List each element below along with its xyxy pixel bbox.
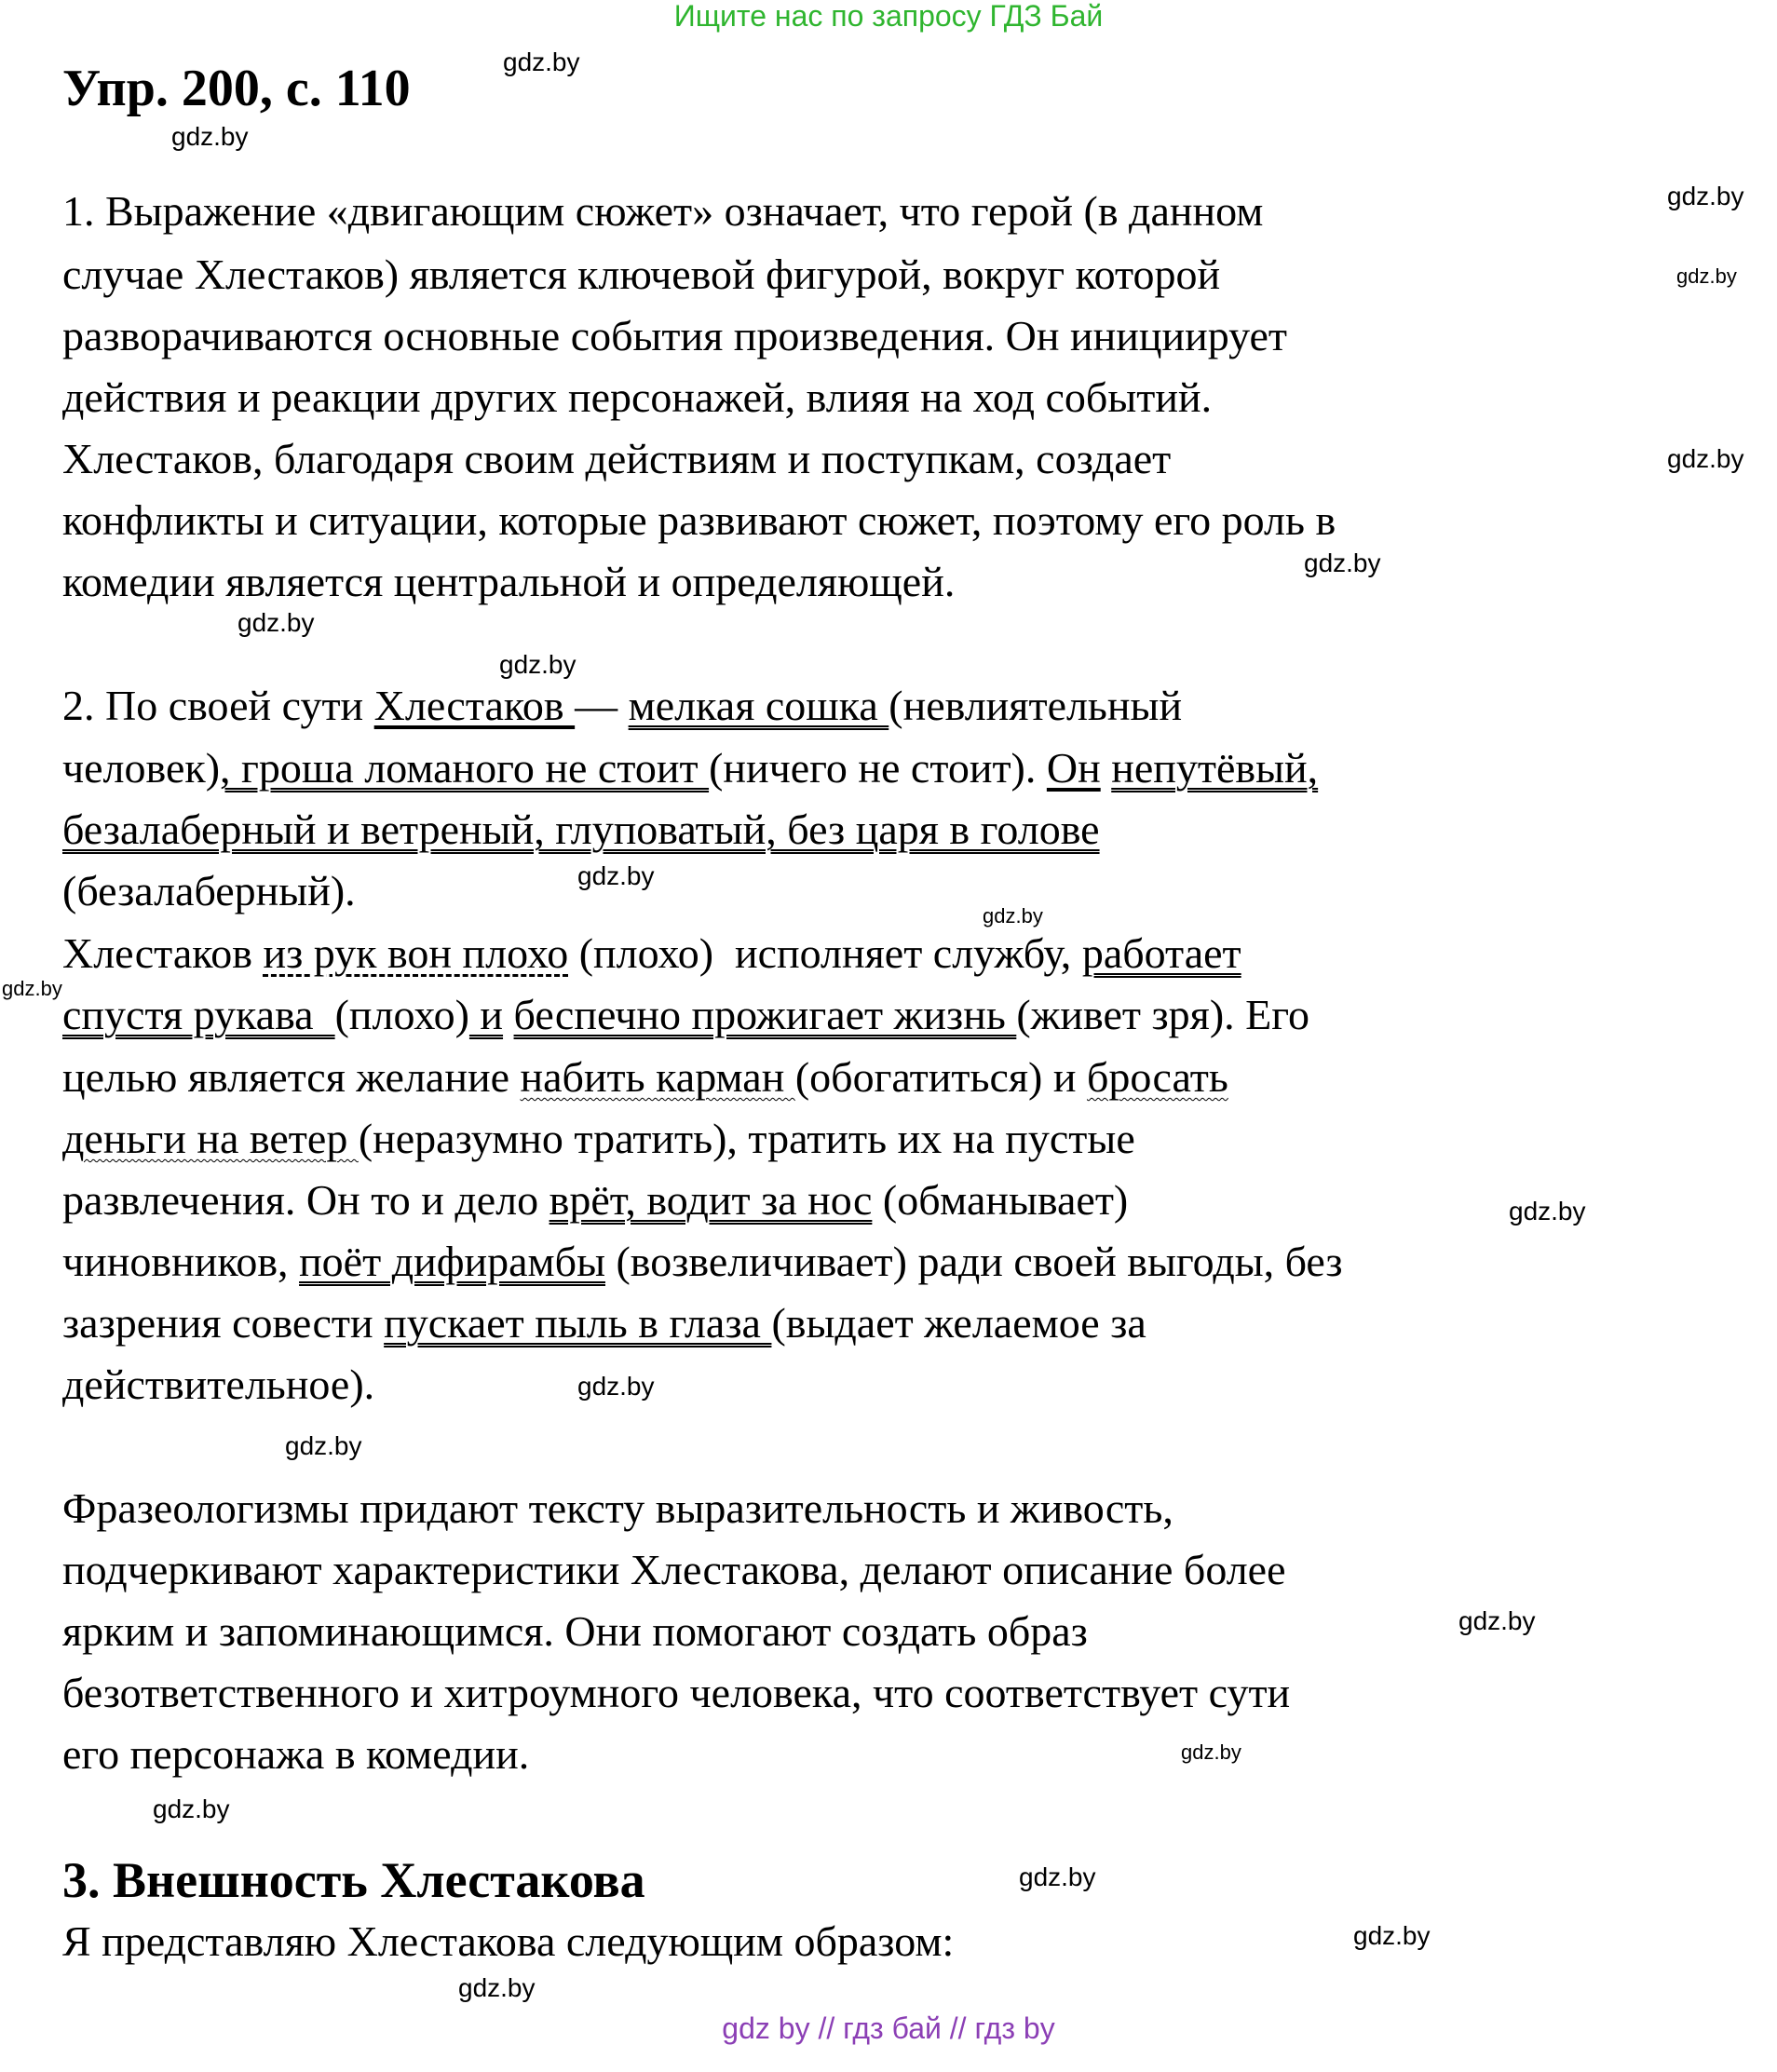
- text-line: [62, 683, 1182, 729]
- underlined-phrase: деньги на ветер: [62, 1115, 359, 1162]
- watermark: gdz.by: [1304, 548, 1381, 577]
- text-line: [62, 1670, 1290, 1716]
- watermark: gdz.by: [171, 122, 249, 151]
- underlined-phrase: работает: [1081, 929, 1241, 977]
- text-line: [62, 1547, 1286, 1593]
- text-segment: разворачиваются основные события произведения. Он инициирует: [62, 312, 1288, 359]
- underlined-phrase: Хлестаков: [373, 682, 576, 729]
- text-segment: (плохо): [334, 991, 469, 1038]
- watermark: gdz.by: [1667, 182, 1744, 210]
- text-line: [62, 1116, 1135, 1162]
- watermark: gdz.by: [1353, 1921, 1431, 1950]
- text-line: [62, 868, 356, 914]
- text-segment: (невлиятельный: [888, 682, 1183, 729]
- text-line: [62, 497, 1336, 544]
- text-segment: случае Хлестаков) является ключевой фигурой, вокруг которой: [62, 251, 1221, 298]
- text-segment: развлечения. Он то и дело: [62, 1176, 549, 1224]
- underlined-phrase: безалаберный и ветреный, глуповатый, без царя в голове: [62, 806, 1100, 853]
- text-line: [62, 1608, 1088, 1655]
- text-segment: чиновников,: [62, 1238, 300, 1285]
- watermark: gdz.by: [577, 861, 655, 890]
- text-segment: Хлестаков: [62, 929, 264, 977]
- text-segment: 2. По своей сути: [62, 682, 374, 729]
- text-line: [62, 930, 1241, 977]
- watermark: gdz.by: [1667, 444, 1744, 473]
- watermark: gdz.by: [499, 650, 577, 679]
- watermark: gdz.by: [577, 1372, 655, 1401]
- text-segment: человек): [62, 744, 221, 792]
- text-line: [62, 1239, 1343, 1285]
- text-segment: (обманывает): [872, 1176, 1129, 1224]
- text-segment: целью является желание: [62, 1053, 521, 1101]
- text-line: [62, 1054, 1228, 1101]
- watermark: gdz.by: [983, 904, 1043, 928]
- text-line: [62, 559, 955, 605]
- section-heading-appearance: 3. Внешность Хлестакова: [62, 1852, 645, 1908]
- underlined-phrase: врёт, водит за нос: [549, 1176, 873, 1224]
- text-segment: (неразумно тратить), тратить их на пустые: [358, 1115, 1135, 1162]
- text-line: [62, 188, 1263, 235]
- text-segment: (плохо) исполняет службу,: [568, 929, 1082, 977]
- underlined-phrase: пускает пыль в глаза: [384, 1299, 772, 1347]
- text-segment: зазрения совести: [62, 1299, 385, 1347]
- text-line: [62, 374, 1212, 421]
- text-segment: подчеркивают характеристики Хлестакова, делают описание более: [62, 1546, 1286, 1593]
- watermark: gdz.by: [285, 1431, 362, 1460]
- underlined-phrase: и: [468, 991, 504, 1038]
- underlined-phrase: непутёвый,: [1111, 744, 1319, 792]
- text-segment: комедии является центральной и определяющей.: [62, 558, 956, 605]
- watermark: gdz.by: [1509, 1197, 1586, 1226]
- watermark: gdz.by: [1181, 1740, 1241, 1764]
- watermark: gdz.by: [1676, 264, 1737, 288]
- text-line: [62, 1361, 374, 1408]
- underlined-phrase: мелкая сошка: [628, 682, 889, 729]
- text-segment: (ничего не стоит).: [709, 744, 1047, 792]
- text-line: [62, 313, 1287, 359]
- text-segment: Я представляю Хлестакова следующим образом:: [62, 1917, 955, 1965]
- underlined-phrase: из рук вон плохо: [263, 929, 569, 977]
- underlined-phrase: спустя рукава: [62, 991, 335, 1038]
- text-line: [62, 1918, 954, 1965]
- underlined-phrase: беспечно прожигает жизнь: [513, 991, 1017, 1038]
- search-hint-banner: Ищите нас по запросу ГДЗ Бай: [673, 0, 1104, 33]
- watermark: gdz.by: [237, 608, 315, 637]
- text-segment: (выдает желаемое за: [771, 1299, 1146, 1347]
- text-line: [62, 1300, 1146, 1347]
- watermark: gdz.by: [503, 47, 580, 76]
- text-segment: (возвеличивает) ради своей выгоды, без: [604, 1238, 1343, 1285]
- underlined-phrase: Он: [1046, 744, 1101, 792]
- text-segment: действительное).: [62, 1361, 375, 1408]
- text-line: [62, 1485, 1173, 1532]
- text-segment: ярким и запоминающимся. Они помогают создать образ: [62, 1607, 1088, 1655]
- text-line: [62, 745, 1318, 792]
- text-segment: Фразеологизмы придают тексту выразительность и живость,: [62, 1484, 1173, 1532]
- underlined-phrase: бросать: [1086, 1053, 1228, 1101]
- text-segment: безответственного и хитроумного человека, что соответствует сути: [62, 1669, 1291, 1716]
- underlined-phrase: поёт дифирамбы: [299, 1238, 605, 1285]
- watermark: gdz.by: [1019, 1862, 1096, 1891]
- underlined-phrase: набить карман: [520, 1053, 795, 1101]
- exercise-title: Упр. 200, с. 110: [62, 60, 411, 117]
- footer-watermark: gdz by // гдз бай // гдз by: [722, 2011, 1055, 2045]
- underlined-phrase: , гроша ломаного не стоит: [220, 744, 710, 792]
- text-line: [62, 436, 1171, 482]
- text-segment: Хлестаков, благодаря своим действиям и поступкам, создает: [62, 435, 1172, 482]
- text-segment: —: [575, 682, 629, 729]
- text-line: [62, 992, 1309, 1038]
- text-segment: его персонажа в комедии.: [62, 1730, 530, 1778]
- watermark: gdz.by: [1458, 1606, 1536, 1635]
- text-segment: 1. Выражение «двигающим сюжет» означает, что герой (в данном: [62, 187, 1264, 235]
- text-segment: (живет зря). Его: [1016, 991, 1309, 1038]
- text-segment: [503, 991, 514, 1038]
- text-segment: действия и реакции других персонажей, влияя на ход событий.: [62, 373, 1213, 421]
- text-segment: [1101, 744, 1112, 792]
- text-line: [62, 806, 1100, 853]
- watermark: gdz.by: [458, 1973, 536, 2002]
- text-segment: (обогатиться) и: [794, 1053, 1087, 1101]
- watermark: gdz.by: [2, 977, 62, 1000]
- text-line: [62, 251, 1220, 298]
- text-line: [62, 1731, 529, 1778]
- text-line: [62, 1177, 1128, 1224]
- text-segment: (безалаберный).: [62, 867, 356, 914]
- text-segment: конфликты и ситуации, которые развивают сюжет, поэтому его роль в: [62, 496, 1336, 544]
- watermark: gdz.by: [153, 1794, 230, 1823]
